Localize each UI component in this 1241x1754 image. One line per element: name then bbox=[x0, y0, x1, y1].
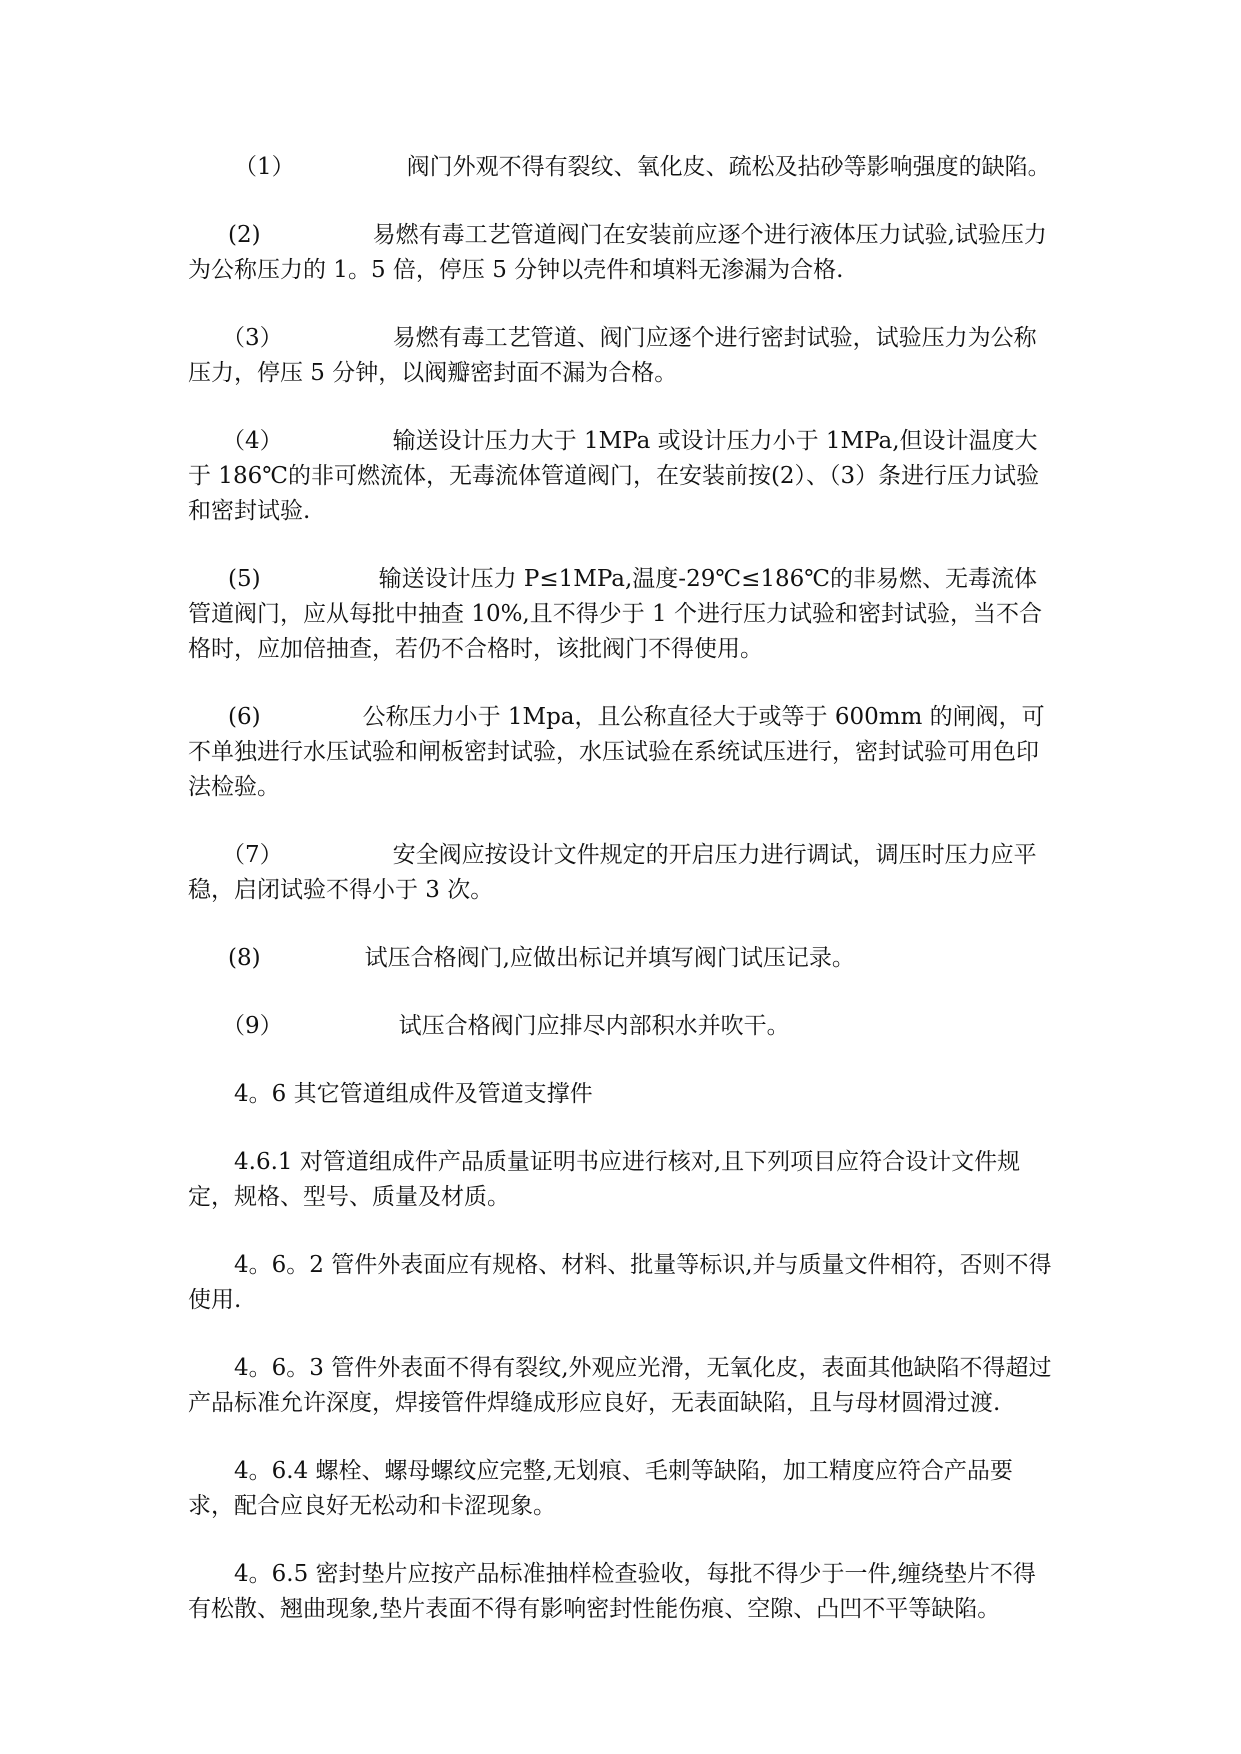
section-4-6-1: 4.6.1 对管道组成件产品质量证明书应进行核对,且下列项目应符合设计文件规定，规格、型号、质量及材质。 bbox=[188, 1149, 1021, 1210]
section-4-6-5: 4。6.5 密封垫片应按产品标准抽样检查验收，每批不得少于一件,缠绕垫片不得有松散、翘曲现象,垫片表面不得有影响密封性能伤痕、空隙、凸凹不平等缺陷。 bbox=[188, 1561, 1036, 1622]
valve-item-9 bbox=[188, 1009, 1058, 1044]
item-number: (6) bbox=[228, 704, 261, 730]
valve-item-2 bbox=[188, 218, 1058, 288]
section-heading-4-6: 4。6 其它管道组成件及管道支撑件 bbox=[234, 1081, 593, 1107]
section-4-6-4: 4。6.4 螺栓、螺母螺纹应完整,无划痕、毛刺等缺陷，加工精度应符合产品要求，配合应良好无松动和卡涩现象。 bbox=[188, 1458, 1013, 1519]
valve-item-1 bbox=[188, 150, 1058, 185]
item-number: (2) bbox=[228, 222, 261, 248]
item-number: (5) bbox=[228, 566, 261, 592]
item-number: （3） bbox=[222, 325, 283, 351]
valve-item-8 bbox=[188, 941, 1058, 976]
item-text: 易燃有毒工艺管道阀门在安装前应逐个进行液体压力试验,试验压力为公称压力的 1。5 倍，停压 5 分钟以壳件和填料无渗漏为合格. bbox=[188, 222, 1047, 283]
item-text: 阀门外观不得有裂纹、氧化皮、疏松及拈砂等影响强度的缺陷。 bbox=[406, 154, 1051, 180]
item-text: 输送设计压力 P≤1MPa,温度-29℃≤186℃的非易燃、无毒流体管道阀门，应从每批中抽查 10%,且不得少于 1 个进行压力试验和密封试验，当不合格时，应加倍抽查，若仍不合格时，该批阀门不得使用。 bbox=[188, 566, 1042, 662]
item-text: 试压合格阀门,应做出标记并填写阀门试压记录。 bbox=[364, 945, 855, 971]
item-number: （1） bbox=[234, 154, 295, 180]
valve-item-5 bbox=[188, 562, 1058, 667]
item-text: 试压合格阀门应排尽内部积水并吹干。 bbox=[398, 1013, 790, 1039]
item-text: 公称压力小于 1Mpa，且公称直径大于或等于 600mm 的闸阀，可不单独进行水压试验和闸板密封试验，水压试验在系统试压进行，密封试验可用色印法检验。 bbox=[188, 704, 1045, 800]
item-text: 安全阀应按设计文件规定的开启压力进行调试，调压时压力应平稳，启闭试验不得小于 3 次。 bbox=[188, 842, 1037, 903]
section-4-6-2: 4。6。2 管件外表面应有规格、材料、批量等标识,并与质量文件相符，否则不得使用. bbox=[188, 1252, 1052, 1313]
section-4-6-3: 4。6。3 管件外表面不得有裂纹,外观应光滑，无氧化皮，表面其他缺陷不得超过产品标准允许深度，焊接管件焊缝成形应良好，无表面缺陷，且与母材圆滑过渡. bbox=[188, 1355, 1052, 1416]
item-number: （7） bbox=[222, 842, 283, 868]
item-number: (8) bbox=[228, 945, 261, 971]
valve-item-7 bbox=[188, 838, 1058, 908]
item-number: （9） bbox=[222, 1013, 283, 1039]
item-text: 易燃有毒工艺管道、阀门应逐个进行密封试验，试验压力为公称压力，停压 5 分钟，以阀瓣密封面不漏为合格。 bbox=[188, 325, 1037, 386]
document-body bbox=[188, 150, 1058, 1660]
valve-item-6 bbox=[188, 700, 1058, 805]
valve-item-3 bbox=[188, 321, 1058, 391]
valve-item-4 bbox=[188, 424, 1058, 529]
item-text: 输送设计压力大于 1MPa 或设计压力小于 1MPa,但设计温度大于 186℃的非可燃流体，无毒流体管道阀门，在安装前按(2）、（3）条进行压力试验和密封试验. bbox=[188, 428, 1040, 524]
item-number: （4） bbox=[222, 428, 283, 454]
